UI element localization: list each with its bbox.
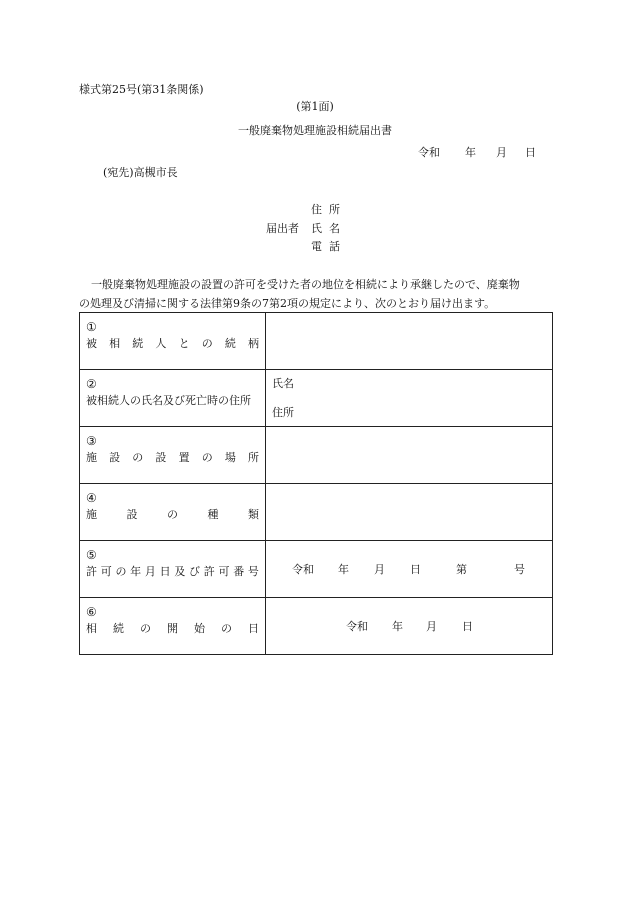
item-label: 被相続人の氏名及び死亡時の住所 bbox=[86, 394, 251, 407]
table-row bbox=[80, 370, 553, 427]
date-era: 令和 bbox=[418, 146, 440, 159]
item-label-cell bbox=[80, 484, 266, 541]
permit-date-number-field[interactable] bbox=[266, 541, 553, 598]
label-char: 人 bbox=[155, 337, 167, 350]
table-row bbox=[80, 313, 553, 370]
form-number: 様式第25号(第31条関係) bbox=[79, 83, 204, 96]
item-number: ① bbox=[86, 320, 97, 334]
table-row bbox=[80, 427, 553, 484]
label-char: 相 bbox=[109, 337, 121, 350]
table-row bbox=[80, 484, 553, 541]
label-char: 及 bbox=[174, 565, 186, 578]
label-char: 開 bbox=[167, 622, 178, 635]
label-char: 号 bbox=[247, 565, 259, 578]
item-label bbox=[86, 508, 259, 522]
item-number: ② bbox=[86, 377, 97, 391]
label-char: 種 bbox=[207, 508, 219, 521]
label-char: 置 bbox=[178, 451, 190, 464]
label-char: 日 bbox=[248, 622, 259, 635]
label-char: 施 bbox=[86, 508, 97, 521]
label-char: 被 bbox=[86, 337, 97, 350]
item-label bbox=[86, 622, 259, 636]
label-char: の bbox=[221, 622, 232, 635]
item-label-cell bbox=[80, 370, 266, 427]
item-label bbox=[86, 337, 259, 351]
label-char: と bbox=[178, 337, 190, 350]
applicant-title: 届出者 bbox=[266, 222, 299, 235]
page-label: (第1面) bbox=[296, 100, 334, 113]
label-char: の bbox=[201, 337, 213, 350]
permit-era: 令和 bbox=[292, 563, 314, 576]
item-number: ⑥ bbox=[86, 605, 97, 619]
label-char: 日 bbox=[159, 565, 171, 578]
label-char: 設 bbox=[109, 451, 121, 464]
item-number: ③ bbox=[86, 434, 97, 448]
permit-month: 月 bbox=[374, 563, 385, 576]
label-char: の bbox=[201, 451, 213, 464]
statement bbox=[79, 275, 554, 313]
label-char: 相 bbox=[86, 622, 97, 635]
table-row bbox=[80, 541, 553, 598]
applicant-phone-label: 電話 bbox=[311, 240, 347, 253]
date-day: 日 bbox=[525, 146, 536, 159]
inheritance-start-date-field[interactable] bbox=[266, 598, 553, 655]
label-char: の bbox=[115, 565, 127, 578]
label-char: 可 bbox=[218, 565, 230, 578]
label-char: 月 bbox=[144, 565, 156, 578]
date-month: 月 bbox=[496, 146, 507, 159]
label-char: 続 bbox=[113, 622, 124, 635]
label-char: 許 bbox=[203, 565, 215, 578]
start-year: 年 bbox=[392, 620, 403, 633]
start-month: 月 bbox=[426, 620, 437, 633]
item-label-cell bbox=[80, 541, 266, 598]
label-char: 許 bbox=[86, 565, 97, 578]
table-row bbox=[80, 598, 553, 655]
item-label-cell bbox=[80, 598, 266, 655]
item-number: ⑤ bbox=[86, 548, 97, 562]
relationship-field[interactable] bbox=[266, 313, 553, 370]
label-char: 施 bbox=[86, 451, 97, 464]
label-char: 設 bbox=[126, 508, 138, 521]
label-char: 設 bbox=[155, 451, 167, 464]
document-title: 一般廃棄物処理施設相続届出書 bbox=[238, 124, 392, 137]
applicant-address-label: 住所 bbox=[311, 203, 347, 216]
addressee: (宛先)高槻市長 bbox=[103, 166, 178, 179]
item-label bbox=[86, 451, 259, 465]
item-number: ④ bbox=[86, 491, 97, 505]
label-char: 類 bbox=[248, 508, 259, 521]
decedent-name-label: 氏名 bbox=[272, 377, 294, 390]
item-label-cell bbox=[80, 313, 266, 370]
permit-number-prefix: 第 bbox=[456, 563, 467, 576]
start-era: 令和 bbox=[346, 620, 368, 633]
label-char: の bbox=[140, 622, 151, 635]
label-char: び bbox=[189, 565, 201, 578]
label-char: 所 bbox=[247, 451, 259, 464]
start-day: 日 bbox=[462, 620, 473, 633]
date-year: 年 bbox=[465, 146, 476, 159]
statement-line: 一般廃棄物処理施設の設置の許可を受けた者の地位を相続により承継したので、廃棄物 bbox=[91, 278, 520, 291]
label-char: 可 bbox=[100, 565, 112, 578]
permit-number-suffix: 号 bbox=[514, 563, 525, 576]
label-char: 続 bbox=[224, 337, 236, 350]
facility-location-field[interactable] bbox=[266, 427, 553, 484]
item-label bbox=[86, 565, 259, 579]
statement-line: の処理及び清掃に関する法律第9条の7第2項の規定により、次のとおり届け出ます。 bbox=[79, 297, 496, 310]
label-char: 場 bbox=[224, 451, 236, 464]
label-char: 続 bbox=[132, 337, 144, 350]
label-char: 柄 bbox=[247, 337, 259, 350]
label-char: 番 bbox=[233, 565, 245, 578]
label-char: の bbox=[132, 451, 144, 464]
label-char: 始 bbox=[194, 622, 205, 635]
facility-type-field[interactable] bbox=[266, 484, 553, 541]
label-char: 年 bbox=[130, 565, 142, 578]
submission-date bbox=[418, 146, 536, 160]
label-char: の bbox=[167, 508, 178, 521]
decedent-info-field[interactable] bbox=[266, 370, 553, 427]
item-label-cell bbox=[80, 427, 266, 484]
decedent-address-label: 住所 bbox=[272, 406, 294, 419]
permit-year: 年 bbox=[338, 563, 349, 576]
permit-day: 日 bbox=[410, 563, 421, 576]
item-table bbox=[79, 312, 553, 655]
applicant-name-label: 氏名 bbox=[311, 222, 347, 235]
